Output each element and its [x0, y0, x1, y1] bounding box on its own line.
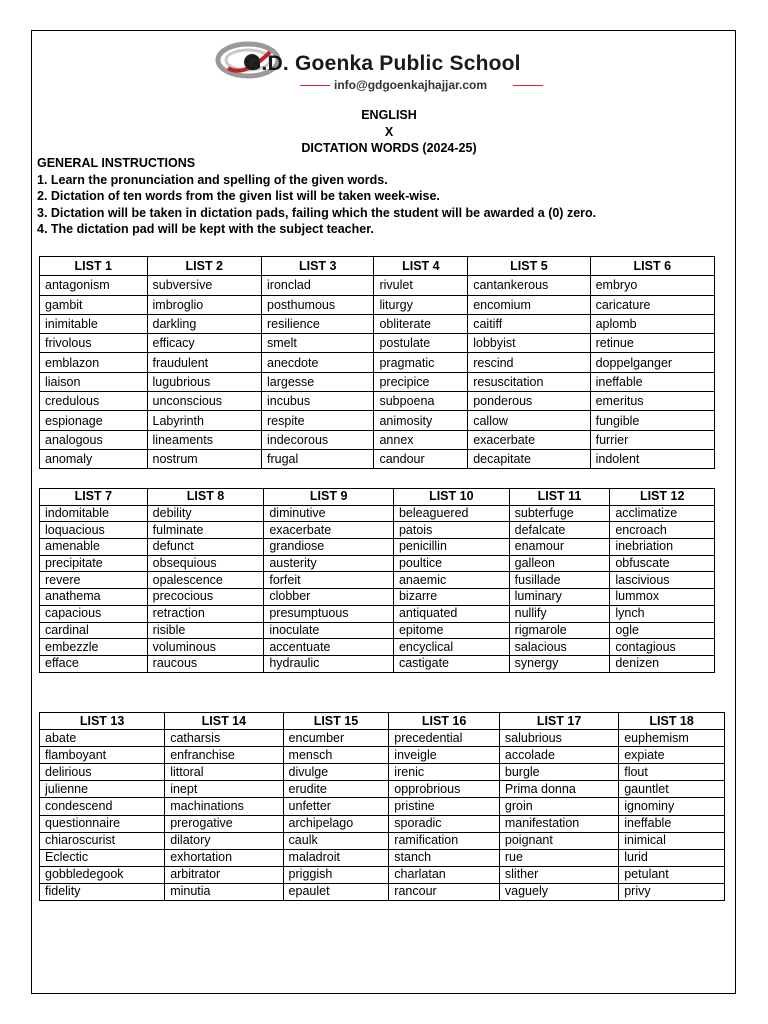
word-cell: anecdote	[262, 353, 374, 372]
word-cell: unfetter	[283, 798, 389, 815]
word-cell: emblazon	[40, 353, 148, 372]
word-cell: incubus	[262, 392, 374, 411]
word-cell: fraudulent	[147, 353, 261, 372]
table-row	[40, 392, 715, 411]
word-cell: lummox	[610, 589, 715, 606]
word-cell: exacerbate	[468, 430, 590, 449]
word-cell: priggish	[283, 866, 389, 883]
word-cell: lynch	[610, 605, 715, 622]
table-row	[40, 605, 715, 622]
word-cell: caitiff	[468, 314, 590, 333]
word-cell: inimical	[619, 832, 725, 849]
word-cell: defunct	[147, 539, 264, 556]
word-cell: synergy	[509, 655, 610, 672]
word-cell: obliterate	[374, 314, 468, 333]
word-cell: precipitate	[40, 555, 148, 572]
word-cell: enfranchise	[165, 747, 283, 764]
instruction-item: 3. Dictation will be taken in dictation pads, failing which the student will be awarded a (0) zero.	[37, 205, 597, 220]
word-cell: indecorous	[262, 430, 374, 449]
word-cell: frivolous	[40, 334, 148, 353]
word-cell: aplomb	[590, 314, 714, 333]
word-cell: contagious	[610, 639, 715, 656]
word-cell: respite	[262, 411, 374, 430]
word-cell: flout	[619, 764, 725, 781]
document-titles	[0, 107, 768, 157]
word-cell: forfeit	[264, 572, 394, 589]
table-row	[40, 730, 725, 747]
list-header: LIST 9	[264, 489, 394, 506]
list-header: LIST 16	[389, 713, 500, 730]
word-cell: voluminous	[147, 639, 264, 656]
general-instructions	[37, 155, 596, 238]
word-cell: salacious	[509, 639, 610, 656]
word-cell: subversive	[147, 276, 261, 295]
word-cell: liturgy	[374, 295, 468, 314]
word-cell: lobbyist	[468, 334, 590, 353]
word-cell: decapitate	[468, 449, 590, 468]
document-heading: DICTATION WORDS (2024-25)	[301, 141, 477, 155]
word-cell: annex	[374, 430, 468, 449]
word-cell: doppelganger	[590, 353, 714, 372]
word-cell: loquacious	[40, 522, 148, 539]
word-cell: littoral	[165, 764, 283, 781]
list-header: LIST 15	[283, 713, 389, 730]
word-cell: mensch	[283, 747, 389, 764]
email-rule-right	[513, 85, 543, 86]
table-header-row	[40, 713, 725, 730]
word-cell: precipice	[374, 372, 468, 391]
word-cell: abate	[40, 730, 165, 747]
word-cell: credulous	[40, 392, 148, 411]
word-cell: castigate	[393, 655, 509, 672]
word-cell: fidelity	[40, 883, 165, 900]
word-cell: machinations	[165, 798, 283, 815]
word-cell: risible	[147, 622, 264, 639]
word-table-lists-1-6	[39, 256, 715, 469]
word-cell: slither	[499, 866, 618, 883]
instruction-item: 2. Dictation of ten words from the given list will be taken week-wise.	[37, 189, 440, 204]
word-cell: penicillin	[393, 539, 509, 556]
word-cell: embezzle	[40, 639, 148, 656]
table-header-row	[40, 489, 715, 506]
word-cell: lascivious	[610, 572, 715, 589]
word-cell: ogle	[610, 622, 715, 639]
word-cell: precedential	[389, 730, 500, 747]
school-header	[0, 38, 768, 94]
word-cell: inept	[165, 781, 283, 798]
word-cell: capacious	[40, 605, 148, 622]
word-cell: postulate	[374, 334, 468, 353]
word-cell: chiaroscurist	[40, 832, 165, 849]
word-cell: frugal	[262, 449, 374, 468]
word-cell: rue	[499, 849, 618, 866]
table-row	[40, 505, 715, 522]
word-cell: gauntlet	[619, 781, 725, 798]
table-row	[40, 781, 725, 798]
word-cell: posthumous	[262, 295, 374, 314]
table-row	[40, 430, 715, 449]
table-row	[40, 655, 715, 672]
word-cell: epaulet	[283, 883, 389, 900]
word-cell: inoculate	[264, 622, 394, 639]
word-cell: delirious	[40, 764, 165, 781]
word-cell: catharsis	[165, 730, 283, 747]
word-cell: nostrum	[147, 449, 261, 468]
word-cell: privy	[619, 883, 725, 900]
word-cell: clobber	[264, 589, 394, 606]
word-cell: hydraulic	[264, 655, 394, 672]
list-header: LIST 13	[40, 713, 165, 730]
word-cell: ineffable	[619, 815, 725, 832]
table-row	[40, 539, 715, 556]
word-cell: questionnaire	[40, 815, 165, 832]
word-cell: irenic	[389, 764, 500, 781]
word-cell: precocious	[147, 589, 264, 606]
word-cell: retraction	[147, 605, 264, 622]
word-cell: accentuate	[264, 639, 394, 656]
list-header: LIST 8	[147, 489, 264, 506]
word-cell: patois	[393, 522, 509, 539]
word-cell: encumber	[283, 730, 389, 747]
list-header: LIST 1	[40, 257, 148, 276]
table-row	[40, 764, 725, 781]
word-cell: antiquated	[393, 605, 509, 622]
word-cell: espionage	[40, 411, 148, 430]
word-cell: rigmarole	[509, 622, 610, 639]
word-cell: ponderous	[468, 392, 590, 411]
word-cell: condescend	[40, 798, 165, 815]
list-header: LIST 7	[40, 489, 148, 506]
word-cell: julienne	[40, 781, 165, 798]
word-cell: callow	[468, 411, 590, 430]
word-cell: anomaly	[40, 449, 148, 468]
table-row	[40, 372, 715, 391]
word-cell: caricature	[590, 295, 714, 314]
word-cell: poignant	[499, 832, 618, 849]
word-cell: ineffable	[590, 372, 714, 391]
word-cell: fusillade	[509, 572, 610, 589]
subject-title: ENGLISH	[361, 108, 417, 122]
word-cell: retinue	[590, 334, 714, 353]
instruction-item: 1. Learn the pronunciation and spelling of the given words.	[37, 172, 388, 187]
word-cell: indolent	[590, 449, 714, 468]
word-cell: burgle	[499, 764, 618, 781]
word-cell: lurid	[619, 849, 725, 866]
word-cell: arbitrator	[165, 866, 283, 883]
table-row	[40, 798, 725, 815]
word-cell: inebriation	[610, 539, 715, 556]
word-cell: sporadic	[389, 815, 500, 832]
table-row	[40, 589, 715, 606]
table-row	[40, 849, 725, 866]
table-row	[40, 815, 725, 832]
word-cell: efface	[40, 655, 148, 672]
word-cell: inveigle	[389, 747, 500, 764]
word-cell: prerogative	[165, 815, 283, 832]
word-cell: epitome	[393, 622, 509, 639]
word-cell: rivulet	[374, 276, 468, 295]
list-header: LIST 10	[393, 489, 509, 506]
word-cell: resuscitation	[468, 372, 590, 391]
word-cell: ignominy	[619, 798, 725, 815]
word-cell: embryo	[590, 276, 714, 295]
school-email: info@gdgoenkajhajjar.com	[334, 78, 488, 92]
word-cell: luminary	[509, 589, 610, 606]
word-cell: indomitable	[40, 505, 148, 522]
table-row	[40, 747, 725, 764]
word-cell: Labyrinth	[147, 411, 261, 430]
school-name: G.D. Goenka Public School	[245, 52, 521, 75]
word-cell: cantankerous	[468, 276, 590, 295]
email-line	[300, 78, 560, 92]
table-row	[40, 411, 715, 430]
word-cell: emeritus	[590, 392, 714, 411]
word-cell: obsequious	[147, 555, 264, 572]
word-cell: charlatan	[389, 866, 500, 883]
word-cell: euphemism	[619, 730, 725, 747]
word-cell: largesse	[262, 372, 374, 391]
word-cell: raucous	[147, 655, 264, 672]
table-row	[40, 522, 715, 539]
word-cell: groin	[499, 798, 618, 815]
word-cell: anathema	[40, 589, 148, 606]
word-cell: fulminate	[147, 522, 264, 539]
word-cell: diminutive	[264, 505, 394, 522]
word-cell: encomium	[468, 295, 590, 314]
word-cell: accolade	[499, 747, 618, 764]
table-row	[40, 622, 715, 639]
word-cell: exacerbate	[264, 522, 394, 539]
word-cell: smelt	[262, 334, 374, 353]
word-cell: fungible	[590, 411, 714, 430]
table-row	[40, 832, 725, 849]
word-cell: divulge	[283, 764, 389, 781]
word-cell: lugubrious	[147, 372, 261, 391]
email-rule-left	[300, 85, 330, 86]
word-cell: cardinal	[40, 622, 148, 639]
word-cell: opalescence	[147, 572, 264, 589]
table-row	[40, 314, 715, 333]
word-cell: inimitable	[40, 314, 148, 333]
word-cell: bizarre	[393, 589, 509, 606]
list-header: LIST 3	[262, 257, 374, 276]
instructions-title: GENERAL INSTRUCTIONS	[37, 156, 196, 170]
word-cell: ramification	[389, 832, 500, 849]
word-cell: candour	[374, 449, 468, 468]
word-cell: enamour	[509, 539, 610, 556]
word-cell: efficacy	[147, 334, 261, 353]
table-header-row	[40, 257, 715, 276]
word-cell: grandiose	[264, 539, 394, 556]
word-cell: obfuscate	[610, 555, 715, 572]
word-table-lists-13-18	[39, 712, 725, 901]
table-row	[40, 572, 715, 589]
word-cell: debility	[147, 505, 264, 522]
word-cell: nullify	[509, 605, 610, 622]
word-cell: expiate	[619, 747, 725, 764]
word-cell: imbroglio	[147, 295, 261, 314]
word-cell: maladroit	[283, 849, 389, 866]
word-cell: poultice	[393, 555, 509, 572]
word-cell: flamboyant	[40, 747, 165, 764]
word-cell: salubrious	[499, 730, 618, 747]
table-row	[40, 353, 715, 372]
word-cell: ironclad	[262, 276, 374, 295]
list-header: LIST 17	[499, 713, 618, 730]
word-cell: subterfuge	[509, 505, 610, 522]
word-cell: liaison	[40, 372, 148, 391]
word-cell: austerity	[264, 555, 394, 572]
word-cell: animosity	[374, 411, 468, 430]
word-cell: opprobrious	[389, 781, 500, 798]
list-header: LIST 4	[374, 257, 468, 276]
word-cell: minutia	[165, 883, 283, 900]
word-cell: exhortation	[165, 849, 283, 866]
word-cell: amenable	[40, 539, 148, 556]
word-cell: presumptuous	[264, 605, 394, 622]
word-cell: pragmatic	[374, 353, 468, 372]
table-row	[40, 883, 725, 900]
word-cell: defalcate	[509, 522, 610, 539]
word-cell: beleaguered	[393, 505, 509, 522]
word-cell: analogous	[40, 430, 148, 449]
word-cell: revere	[40, 572, 148, 589]
word-cell: anaemic	[393, 572, 509, 589]
word-cell: gobbledegook	[40, 866, 165, 883]
word-cell: rescind	[468, 353, 590, 372]
word-cell: erudite	[283, 781, 389, 798]
table-row	[40, 449, 715, 468]
word-cell: darkling	[147, 314, 261, 333]
word-cell: galleon	[509, 555, 610, 572]
word-cell: vaguely	[499, 883, 618, 900]
word-cell: gambit	[40, 295, 148, 314]
word-table-lists-7-12	[39, 488, 715, 673]
list-header: LIST 5	[468, 257, 590, 276]
instruction-item: 4. The dictation pad will be kept with the subject teacher.	[37, 222, 374, 237]
class-title: X	[384, 124, 394, 139]
word-cell: stanch	[389, 849, 500, 866]
word-cell: resilience	[262, 314, 374, 333]
table-row	[40, 639, 715, 656]
table-row	[40, 555, 715, 572]
word-cell: manifestation	[499, 815, 618, 832]
list-header: LIST 2	[147, 257, 261, 276]
word-cell: acclimatize	[610, 505, 715, 522]
word-cell: Eclectic	[40, 849, 165, 866]
word-cell: encroach	[610, 522, 715, 539]
word-cell: pristine	[389, 798, 500, 815]
table-row	[40, 295, 715, 314]
table-row	[40, 866, 725, 883]
list-header: LIST 12	[610, 489, 715, 506]
word-cell: caulk	[283, 832, 389, 849]
table-row	[40, 276, 715, 295]
list-header: LIST 14	[165, 713, 283, 730]
word-cell: denizen	[610, 655, 715, 672]
word-cell: lineaments	[147, 430, 261, 449]
table-row	[40, 334, 715, 353]
list-header: LIST 6	[590, 257, 714, 276]
word-cell: dilatory	[165, 832, 283, 849]
word-cell: rancour	[389, 883, 500, 900]
word-cell: subpoena	[374, 392, 468, 411]
word-cell: petulant	[619, 866, 725, 883]
list-header: LIST 18	[619, 713, 725, 730]
word-cell: unconscious	[147, 392, 261, 411]
list-header: LIST 11	[509, 489, 610, 506]
word-cell: furrier	[590, 430, 714, 449]
word-cell: encyclical	[393, 639, 509, 656]
word-cell: Prima donna	[499, 781, 618, 798]
word-cell: antagonism	[40, 276, 148, 295]
word-cell: archipelago	[283, 815, 389, 832]
